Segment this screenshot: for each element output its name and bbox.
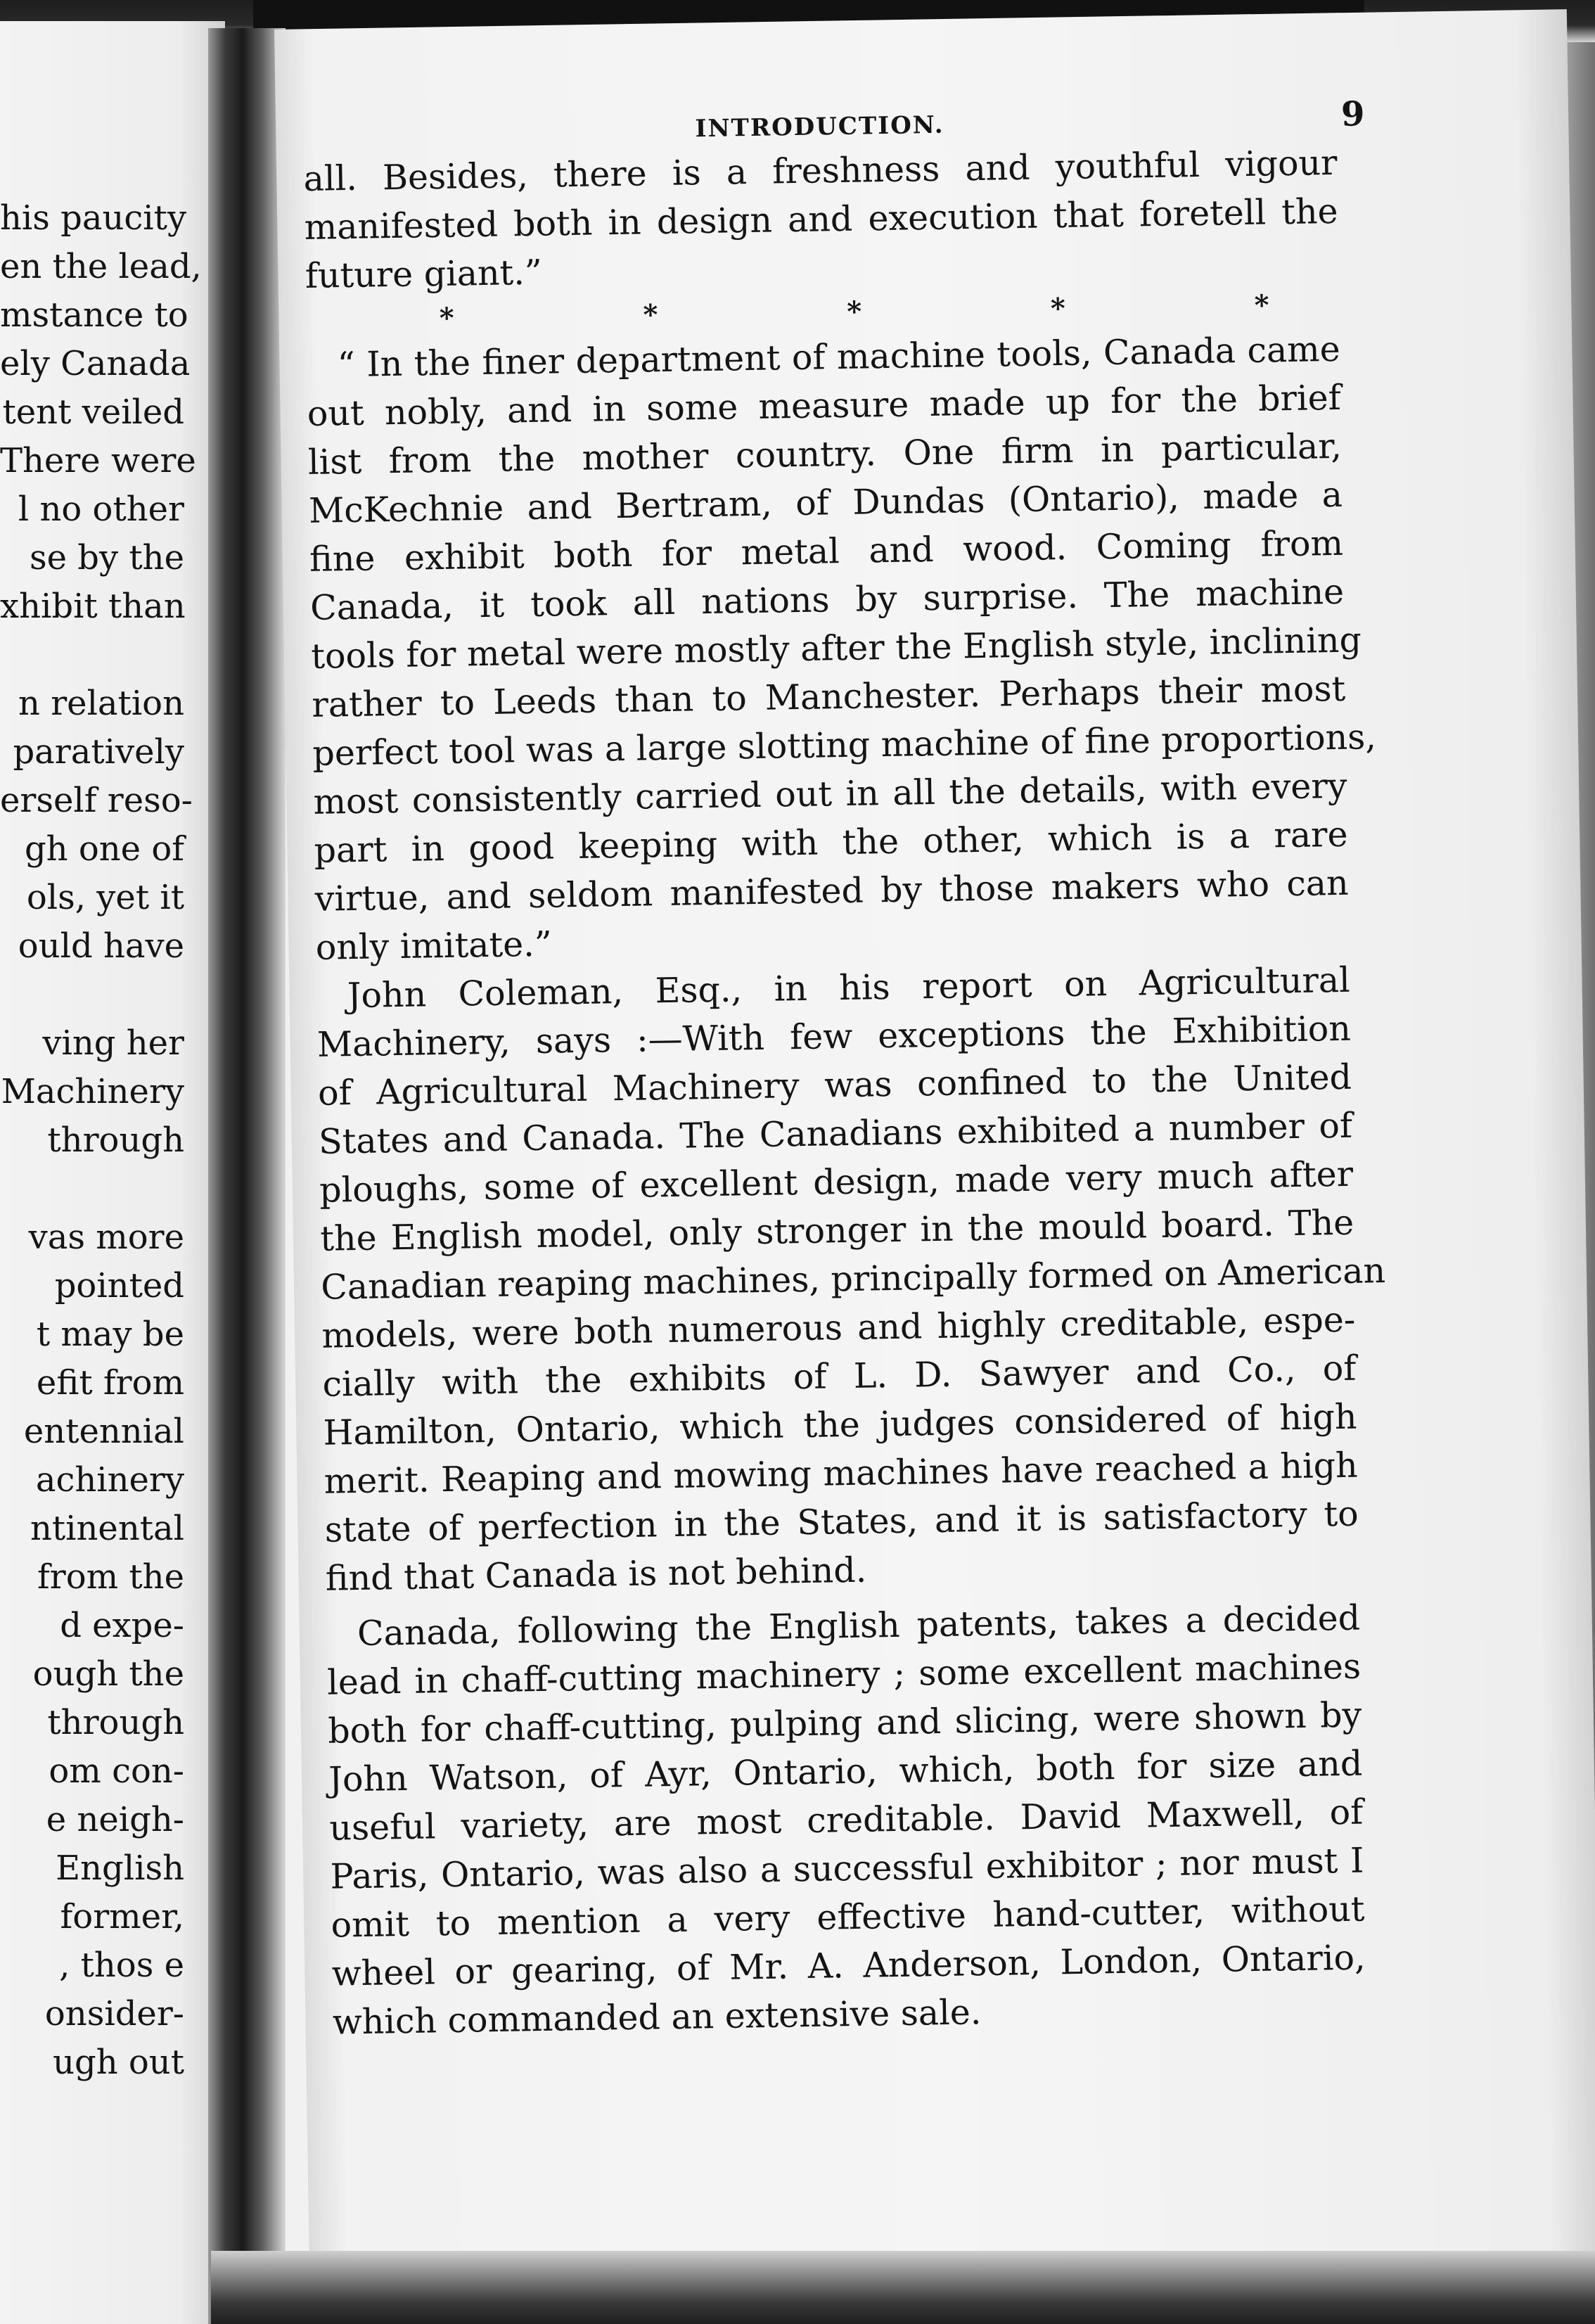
left-page-line-fragment: his paucity <box>0 198 187 238</box>
text-line: perfect tool was a large slotting machine of fine proportions, <box>312 717 1377 774</box>
left-page-line-fragment <box>0 1165 184 1213</box>
page-content <box>302 89 1386 2047</box>
text-line: out nobly, and in some measure made up for the brief <box>307 377 1342 434</box>
text-line: fine exhibit both for metal and wood. Coming from <box>309 523 1344 580</box>
text-line: Canadian reaping machines, principally formed on American <box>320 1251 1386 1308</box>
separator-star: * <box>846 295 862 328</box>
body-text <box>303 139 1386 2047</box>
separator-star: * <box>643 298 658 332</box>
text-line: McKechnie and Bertram, of Dundas (Ontario), made a <box>308 474 1343 531</box>
left-page-line-fragment: English <box>56 1849 184 1888</box>
left-page-line-fragment: en the lead, <box>0 247 202 286</box>
left-page-line-fragment: t may be <box>36 1315 184 1354</box>
left-page-line-fragment: ould have <box>18 926 184 966</box>
left-page-line-fragment: gh one of <box>24 829 184 869</box>
separator-star: * <box>439 301 455 335</box>
left-page-line-fragment: ols, yet it <box>26 878 184 917</box>
text-line: all. Besides, there is a freshness and youthful vigour <box>303 142 1338 199</box>
left-page-line-fragment: onsider- <box>44 1994 184 2034</box>
left-page-line-fragment: ntinental <box>30 1509 184 1548</box>
left-page-line-fragment: entennial <box>23 1412 184 1451</box>
text-line: models, were both numerous and highly creditable, espe- <box>321 1299 1356 1356</box>
left-page-line-fragment: ugh out <box>53 2043 184 2082</box>
text-line: manifested both in design and execution that foretell the <box>304 191 1338 248</box>
text-line: part in good keeping with the other, which is a rare <box>314 814 1348 871</box>
text-line: Canada, following the English patents, takes a decided <box>357 1597 1361 1654</box>
text-line: ploughs, some of excellent design, made very much after <box>319 1154 1354 1211</box>
left-page <box>0 21 225 2324</box>
left-page-line-fragment: ely Canada <box>0 344 191 383</box>
text-line: Paris, Ontario, was also a successful exhibitor ; nor must I <box>330 1840 1364 1897</box>
left-page-line-fragment: tent veiled <box>2 392 184 432</box>
left-page-line-fragment: ving her <box>42 1023 184 1063</box>
running-title: INTRODUCTION. <box>695 110 944 143</box>
left-page-line-fragment: n relation <box>18 684 184 723</box>
paragraph <box>306 325 1377 972</box>
text-line: state of perfection in the States, and it is satisfactory to <box>324 1493 1359 1550</box>
text-line: list from the mother country. One firm in particular, <box>307 426 1343 483</box>
paragraph <box>303 139 1339 300</box>
left-page-line-fragment: d expe- <box>60 1606 184 1645</box>
left-page-line-fragment <box>0 631 184 679</box>
left-page-line-fragment: There were <box>0 441 196 480</box>
text-line: Hamilton, Ontario, which the judges considered of high <box>323 1396 1357 1453</box>
left-page-line-fragment: erself reso- <box>0 781 193 820</box>
left-page-line-fragment: former, <box>60 1897 184 1936</box>
left-page-text <box>0 194 202 2087</box>
left-page-line-fragment: through <box>47 1703 184 1742</box>
text-line: cially with the exhibits of L. D. Sawyer and Co., of <box>322 1348 1357 1405</box>
text-line: of Agricultural Machinery was confined to the United <box>317 1056 1352 1113</box>
left-page-line-fragment: l no other <box>18 490 184 529</box>
left-page-line-fragment: efit from <box>36 1363 184 1403</box>
text-line: the English model, only stronger in the mould board. The <box>319 1202 1354 1259</box>
text-line: rather to Leeds than to Manchester. Perhaps their most <box>311 668 1346 725</box>
text-line: lead in chaff-cutting machinery ; some excellent machines <box>326 1646 1362 1703</box>
text-line: omit to mention a very effective hand-cutter, without <box>331 1889 1365 1946</box>
left-page-line-fragment: from the <box>37 1557 184 1597</box>
left-page-line-fragment: se by the <box>29 538 184 577</box>
text-line: virtue, and seldom manifested by those makers who can <box>314 862 1349 919</box>
text-line: only imitate.” <box>315 924 553 968</box>
text-line: most consistently carried out in all the details, with every <box>313 765 1347 822</box>
text-line: Canada, it took all nations by surprise. The machine <box>309 571 1345 628</box>
text-line: merit. Reaping and mowing machines have reached a high <box>324 1445 1358 1502</box>
separator-star: * <box>1050 291 1066 326</box>
left-page-line-fragment: om con- <box>49 1751 184 1791</box>
left-page-line-fragment: Machinery <box>1 1072 184 1111</box>
text-line: wheel or gearing, of Mr. A. Anderson, London, Ontario, <box>331 1937 1366 1994</box>
book-gutter <box>208 28 286 2324</box>
page-number: 9 <box>1340 94 1365 134</box>
left-page-line-fragment <box>0 971 184 1019</box>
paragraph <box>316 956 1386 1603</box>
text-line: tools for metal were mostly after the English style, inclining <box>310 620 1362 677</box>
text-line: find that Canada is not behind. <box>325 1550 867 1599</box>
paragraph <box>326 1594 1367 2047</box>
left-page-line-fragment: achinery <box>35 1460 184 1500</box>
text-line: States and Canada. The Canadians exhibited a number of <box>318 1105 1353 1162</box>
text-line: John Watson, of Ayr, Ontario, which, both for size and <box>328 1743 1363 1800</box>
left-page-line-fragment: , thos e <box>59 1946 184 1985</box>
left-page-line-fragment: paratively <box>13 732 184 772</box>
left-page-line-fragment: e neigh- <box>46 1800 184 1839</box>
left-page-line-fragment: mstance to <box>0 295 188 335</box>
left-page-line-fragment: xhibit than <box>0 587 186 626</box>
left-page-line-fragment: through <box>47 1120 184 1160</box>
text-line: Machinery, says :—With few exceptions the Exhibition <box>316 1008 1352 1065</box>
text-line: future giant.” <box>305 252 543 296</box>
text-line: which commanded an extensive sale. <box>332 1992 982 2043</box>
scan-bottom-shadow <box>211 2251 1595 2324</box>
text-line: “ In the finer department of machine tools, Canada came <box>337 328 1341 385</box>
text-line: useful variety, are most creditable. David Maxwell, of <box>329 1792 1364 1849</box>
left-page-line-fragment: vas more <box>28 1218 184 1257</box>
left-page-line-fragment: ough the <box>32 1654 184 1694</box>
left-page-line-fragment: pointed <box>54 1266 184 1305</box>
text-line: both for chaff-cutting, pulping and slicing, were shown by <box>327 1694 1362 1751</box>
text-line: John Coleman, Esq., in his report on Agricultural <box>347 959 1351 1016</box>
separator-star: * <box>1254 288 1269 322</box>
